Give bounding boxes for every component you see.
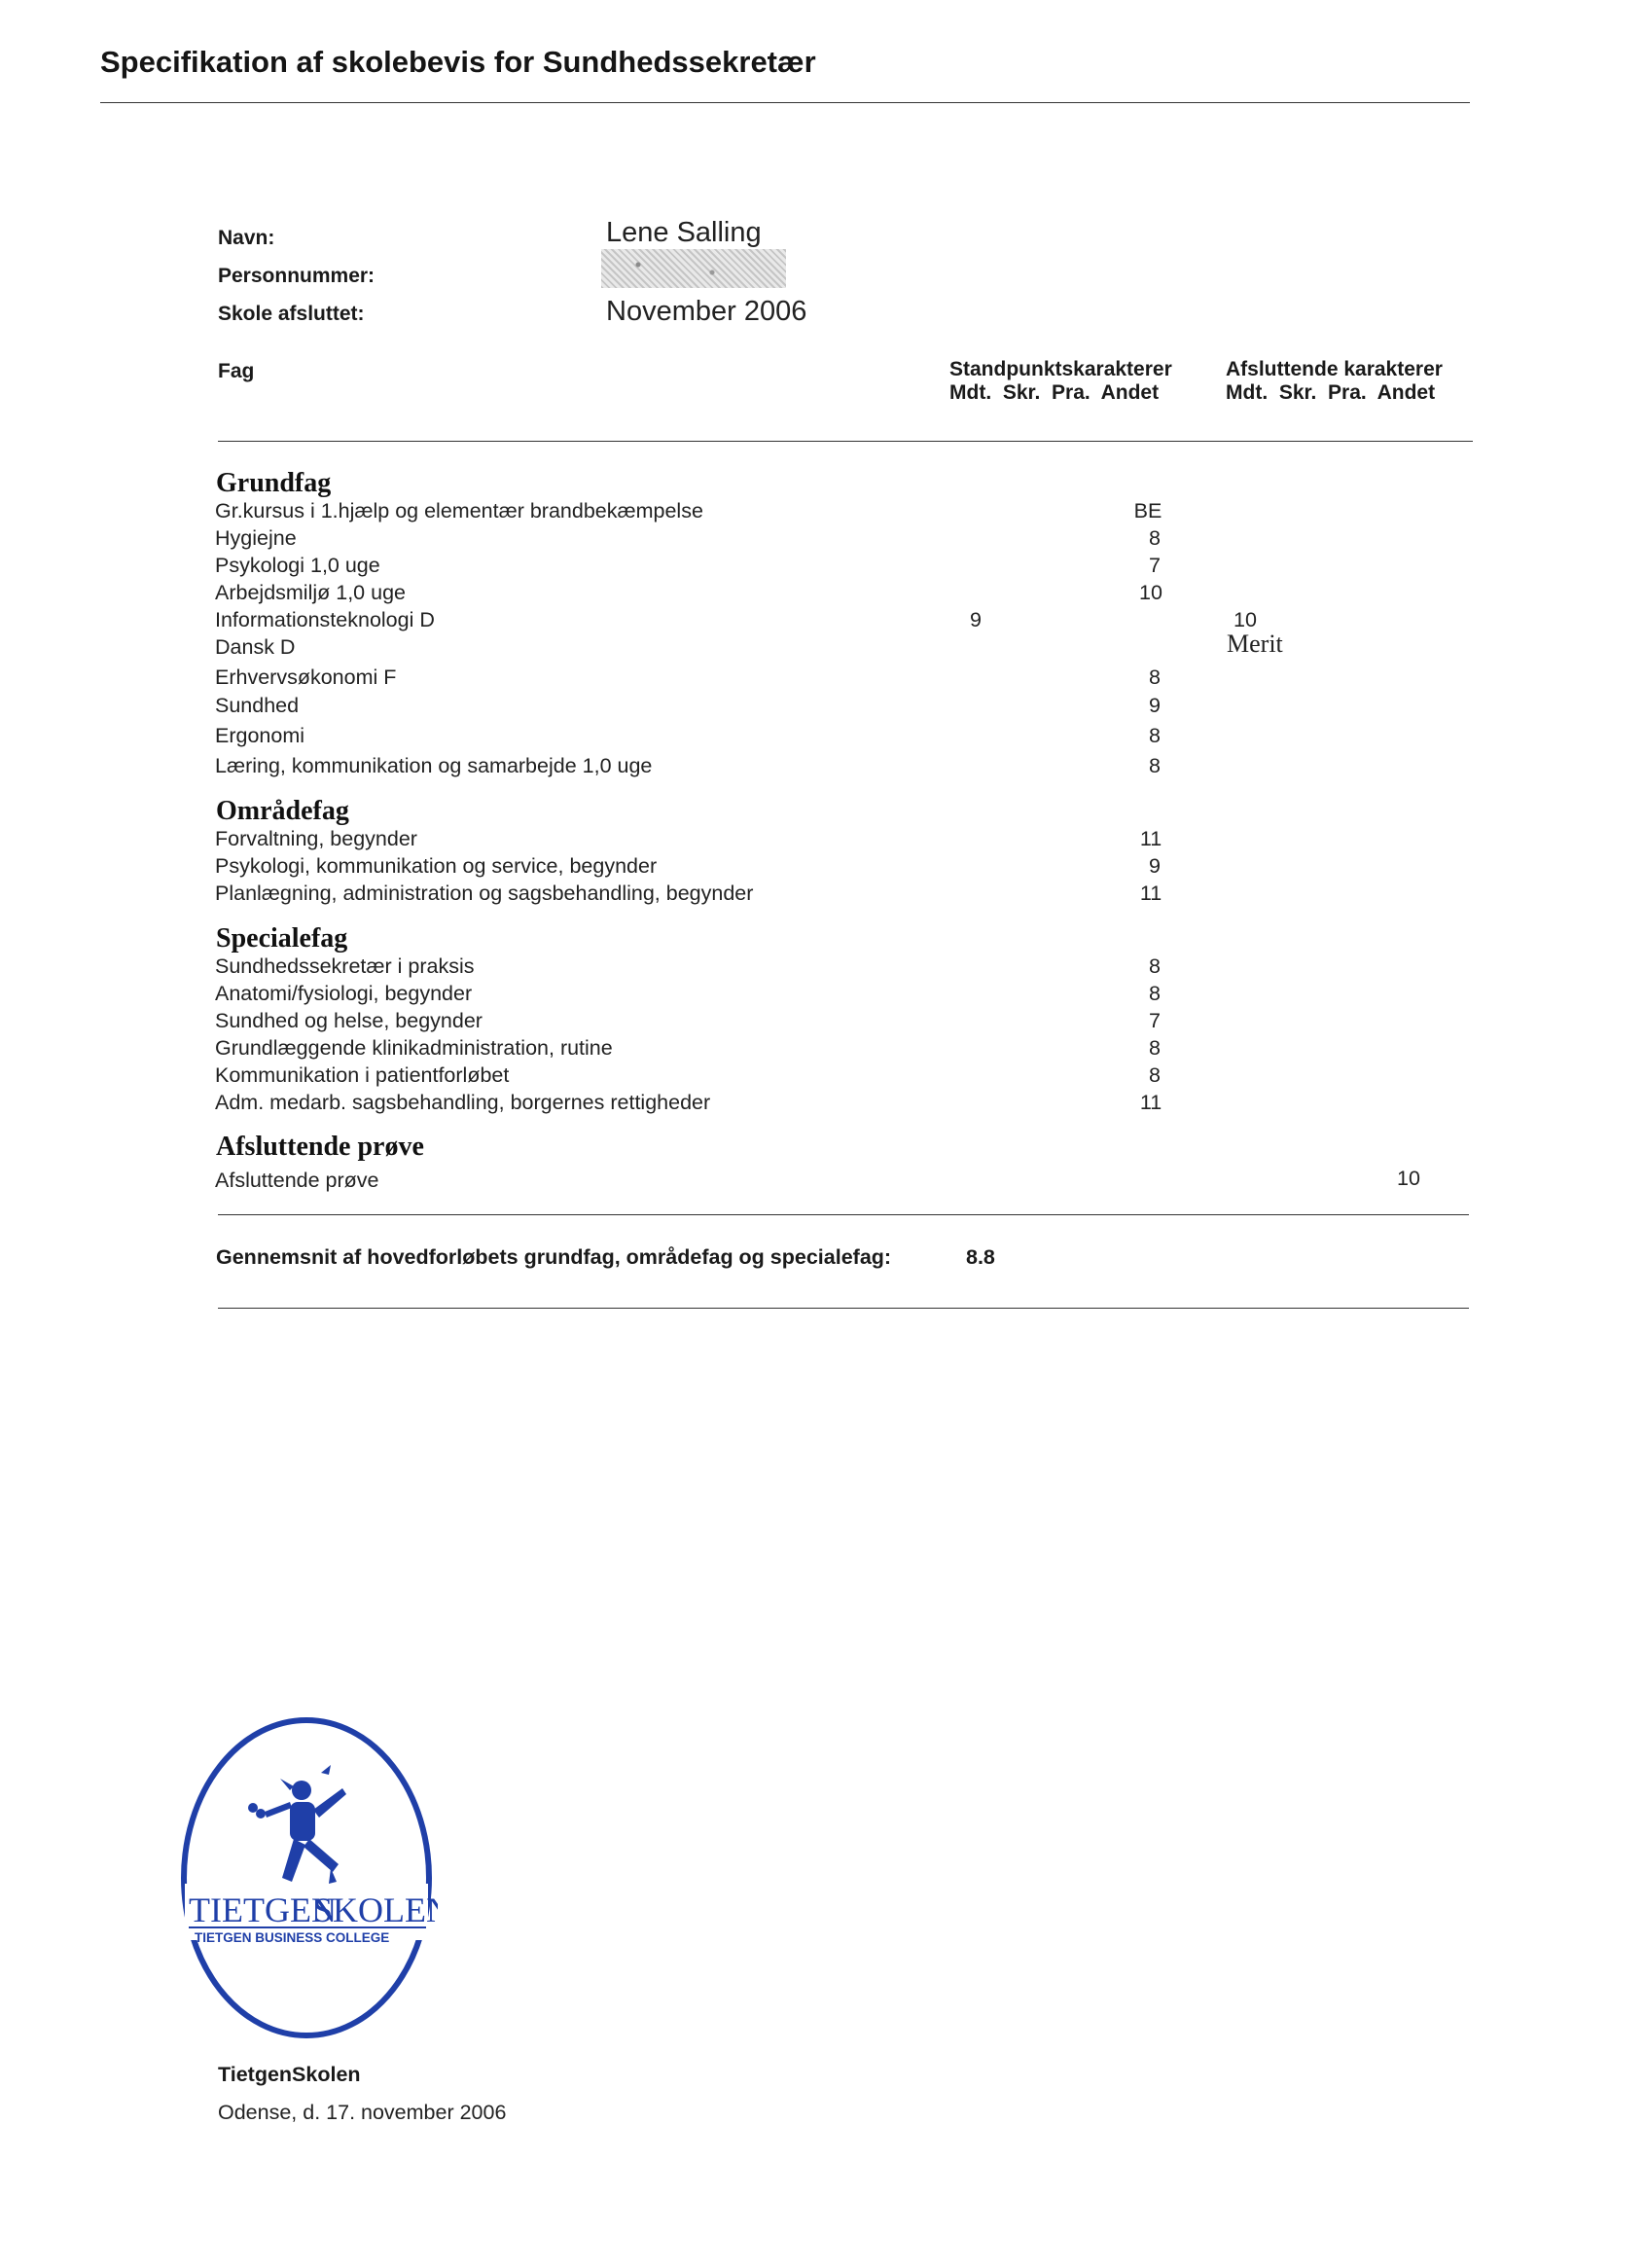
grade-andet: 11	[1139, 882, 1162, 905]
logo-name-left: TIETGEN	[189, 1890, 337, 1929]
subject-row: Grundlæggende klinikadministration, rutine	[215, 1036, 613, 1060]
grade-andet: 11	[1139, 1091, 1162, 1114]
subject-row: Gr.kursus i 1.hjælp og elementær brandbekæmpelse	[215, 499, 703, 522]
grade-mdt: 9	[970, 608, 982, 631]
title-divider	[100, 102, 1470, 103]
subject-row: Sundhed	[215, 694, 300, 717]
average-label: Gennemsnit af hovedforløbets grundfag, områdefag og specialefag:	[216, 1245, 892, 1269]
logo-name-right: SKOLEN	[313, 1890, 438, 1929]
grade-andet: 8	[1149, 982, 1161, 1005]
subject-row: Læring, kommunikation og samarbejde 1,0 uge	[215, 754, 653, 777]
cpr-label: Personnummer:	[218, 265, 375, 287]
document-title: Specifikation af skolebevis for Sundhedssekretær	[100, 45, 816, 79]
section-title-afsluttende: Afsluttende prøve	[216, 1132, 424, 1162]
grade-andet: 8	[1149, 954, 1161, 978]
place-date: Odense, d. 17. november 2006	[218, 2101, 507, 2124]
finished-date: November 2006	[606, 296, 807, 327]
table-bottom-divider	[218, 1214, 1469, 1215]
section-title-grundfag: Grundfag	[216, 468, 332, 498]
grade-andet: 11	[1139, 827, 1162, 850]
subject-row: Psykologi, kommunikation og service, begynder	[215, 854, 658, 878]
grade-andet: 8	[1149, 526, 1161, 550]
subject-row: Afsluttende prøve	[215, 1169, 379, 1192]
final-grade-merit: Merit	[1227, 630, 1283, 658]
subject-row: Psykologi 1,0 uge	[215, 554, 380, 577]
final-subheader: Mdt. Skr. Pra. Andet	[1226, 381, 1436, 404]
final-column-header: Afsluttende karakterer	[1226, 358, 1443, 380]
subject-row: Sundhed og helse, begynder	[215, 1009, 483, 1032]
grade-andet: 8	[1149, 724, 1161, 747]
final-grade-mdt: 10	[1234, 608, 1257, 631]
final-grade-andet: 10	[1397, 1167, 1420, 1190]
subject-row: Arbejdsmiljø 1,0 uge	[215, 581, 406, 604]
school-name: TietgenSkolen	[218, 2063, 361, 2086]
name-label: Navn:	[218, 227, 275, 249]
grade-andet: 9	[1149, 694, 1161, 717]
section-title-specialefag: Specialefag	[216, 923, 348, 954]
subject-row: Kommunikation i patientforløbet	[215, 1063, 510, 1087]
subject-row: Anatomi/fysiologi, begynder	[215, 982, 473, 1005]
grade-andet: 8	[1149, 1063, 1161, 1087]
grade-andet: BE	[1133, 499, 1162, 522]
redacted-cpr	[601, 249, 786, 288]
logo-subtitle: TIETGEN BUSINESS COLLEGE	[195, 1930, 390, 1945]
subject-column-header: Fag	[218, 360, 255, 382]
average-value: 8.8	[966, 1245, 995, 1269]
standpoint-subheader: Mdt. Skr. Pra. Andet	[949, 381, 1160, 404]
subject-row: Erhvervsøkonomi F	[215, 666, 397, 689]
finished-label: Skole afsluttet:	[218, 303, 365, 325]
subject-row: Ergonomi	[215, 724, 305, 747]
grade-andet: 10	[1139, 581, 1162, 604]
standpoint-column-header: Standpunktskarakterer	[949, 358, 1172, 380]
subject-row: Hygiejne	[215, 526, 297, 550]
student-name: Lene Salling	[606, 217, 762, 248]
average-divider	[218, 1308, 1469, 1309]
subject-row: Planlægning, administration og sagsbehandling, begynder	[215, 882, 754, 905]
subject-row: Adm. medarb. sagsbehandling, borgernes rettigheder	[215, 1091, 711, 1114]
section-title-omraadefag: Områdefag	[216, 796, 349, 826]
subject-row: Dansk D	[215, 635, 296, 659]
grade-andet: 7	[1149, 1009, 1161, 1032]
grade-andet: 8	[1149, 754, 1161, 777]
subject-row: Informationsteknologi D	[215, 608, 435, 631]
grade-andet: 8	[1149, 1036, 1161, 1060]
header-divider	[218, 441, 1473, 442]
grade-andet: 9	[1149, 854, 1161, 878]
subject-row: Forvaltning, begynder	[215, 827, 417, 850]
grade-andet: 7	[1149, 554, 1161, 577]
subject-row: Sundhedssekretær i praksis	[215, 954, 475, 978]
tietgenskolen-logo	[175, 1712, 438, 2043]
grade-andet: 8	[1149, 666, 1161, 689]
